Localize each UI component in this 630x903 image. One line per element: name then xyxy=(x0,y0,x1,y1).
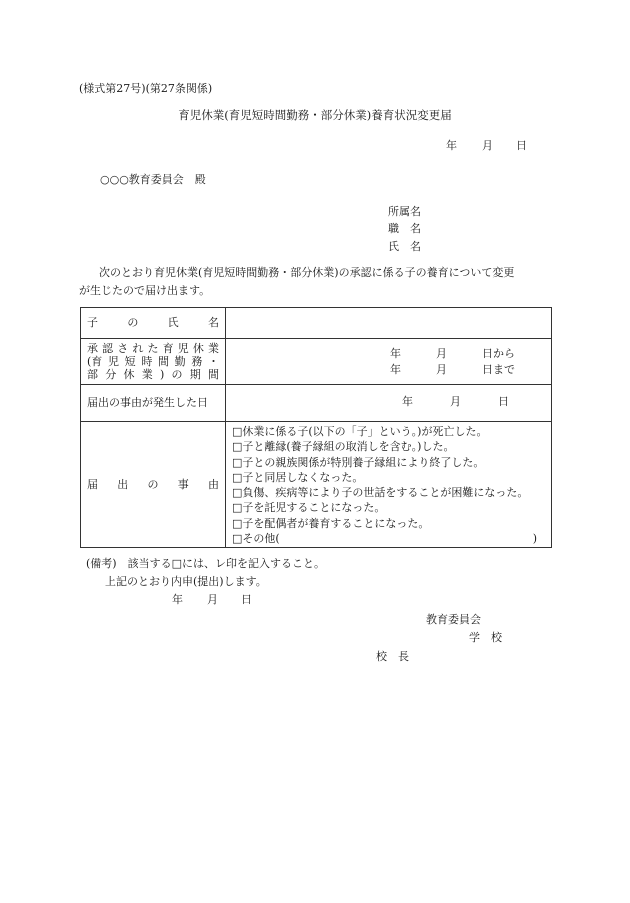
label-char: 短 xyxy=(124,355,136,368)
label-char: 届 xyxy=(87,478,98,492)
sender-position-label: 職 名 xyxy=(388,222,421,235)
label-char: 出 xyxy=(117,478,129,492)
reason-options xyxy=(226,422,552,548)
child-name-field[interactable] xyxy=(226,308,552,339)
date-month-label: 月 xyxy=(482,139,493,152)
intro-line-2: が生じたので届け出ます。 xyxy=(79,284,211,297)
reason-option-death[interactable]: □休業に係る子(以下の「子」という。)が死亡した。 xyxy=(232,425,488,438)
reason-option-special-adoption[interactable]: □子との親族関係が特別養子縁組により終了した。 xyxy=(232,455,485,469)
label-char: た xyxy=(147,342,159,355)
reason-option-other[interactable] xyxy=(232,531,551,546)
label-char: ) xyxy=(159,368,165,381)
change-report-table xyxy=(80,307,552,548)
label-char: 部 xyxy=(87,368,98,381)
approved-period-label xyxy=(81,339,226,385)
principal-label: 校 長 xyxy=(376,650,409,663)
school-label: 学 校 xyxy=(469,631,502,644)
label-char: 事 xyxy=(177,478,189,492)
period-to-month: 月 xyxy=(436,362,447,376)
label-char: 勤 xyxy=(174,355,186,368)
reason-option-dissolution[interactable]: □子と離縁(養子縁組の取消しを含む。)した。 xyxy=(232,440,455,454)
approved-period-field[interactable] xyxy=(226,339,552,385)
addressee: ○○○教育委員会 殿 xyxy=(100,173,206,186)
label-char: 休 xyxy=(123,368,135,381)
footer-date-year: 年 xyxy=(172,593,183,606)
label-char: 子 xyxy=(87,316,98,330)
label-char: 由 xyxy=(208,478,219,492)
footer-date-month: 月 xyxy=(207,593,218,606)
intro-paragraph xyxy=(79,264,559,300)
intro-line-1: 次のとおり育児休業(育児短時間勤務・部分休業)の承認に係る子の養育について変更 xyxy=(99,266,515,279)
reason-option-spouse[interactable]: □子を配偶者が養育することになった。 xyxy=(232,516,430,530)
occurrence-month: 月 xyxy=(450,395,461,408)
label-char: の xyxy=(127,316,139,330)
label-char: 児 xyxy=(107,355,119,368)
label-char: 認 xyxy=(102,342,114,355)
label-char: 名 xyxy=(207,316,219,330)
label-char: 育 xyxy=(162,342,174,355)
reason-option-no-cohabitation[interactable]: □子と同居しなくなった。 xyxy=(232,470,364,484)
label-char: 児 xyxy=(177,342,189,355)
board-of-education-label: 教育委員会 xyxy=(426,613,481,626)
label-char: れ xyxy=(132,342,144,355)
label-char: 時 xyxy=(141,355,153,368)
remarks-note: (備考) 該当する□には、レ印を記入すること。 xyxy=(86,557,325,570)
occurrence-date-row xyxy=(81,385,552,422)
label-char: 間 xyxy=(207,368,219,381)
reason-option-injury-illness[interactable]: □負傷、疾病等により子の世話をすることが困難になった。 xyxy=(232,486,529,500)
label-char: 務 xyxy=(191,355,203,368)
sender-name-label: 氏 名 xyxy=(388,240,421,253)
form-number: (様式第27号)(第27条関係) xyxy=(79,82,213,95)
label-char: 業 xyxy=(208,342,219,355)
label-char: さ xyxy=(117,342,129,355)
reason-other-close: ) xyxy=(532,532,537,546)
label-char: の xyxy=(171,368,183,381)
label-char: 間 xyxy=(157,355,169,368)
reason-option-childcare[interactable]: □子を託児することになった。 xyxy=(232,501,386,515)
reason-other-open: □その他( xyxy=(232,532,280,546)
sender-affiliation-label: 所属名 xyxy=(388,205,421,218)
label-char: (育 xyxy=(87,355,103,368)
label-char: 氏 xyxy=(167,316,179,330)
occurrence-date-field[interactable] xyxy=(226,385,552,422)
document-title: 育児休業(育児短時間勤務・部分休業)養育状況変更届 xyxy=(178,108,452,122)
submission-statement: 上記のとおり内申(提出)します。 xyxy=(105,575,267,588)
period-from-year: 年 xyxy=(390,346,401,360)
date-day-label: 日 xyxy=(516,139,527,152)
child-name-label xyxy=(81,308,226,339)
period-to-day: 日まで xyxy=(482,362,515,376)
period-from-month: 月 xyxy=(436,346,447,360)
label-char: 休 xyxy=(192,342,204,355)
label-char: 業 xyxy=(141,368,153,381)
period-to-year: 年 xyxy=(390,362,401,376)
reason-row xyxy=(81,422,552,548)
footer-date-day: 日 xyxy=(241,593,252,606)
approved-period-row xyxy=(81,339,552,385)
label-char: 分 xyxy=(105,368,117,381)
label-char: ・ xyxy=(208,355,219,368)
occurrence-day: 日 xyxy=(498,395,509,408)
occurrence-date-label: 届出の事由が発生した日 xyxy=(81,385,226,422)
label-char: 承 xyxy=(87,342,98,355)
occurrence-year: 年 xyxy=(402,395,413,408)
reason-label xyxy=(81,422,226,548)
label-char: 期 xyxy=(189,368,201,381)
date-year-label: 年 xyxy=(446,139,457,152)
label-char: の xyxy=(147,478,159,492)
period-from-day: 日から xyxy=(482,346,515,360)
child-name-row xyxy=(81,308,552,339)
